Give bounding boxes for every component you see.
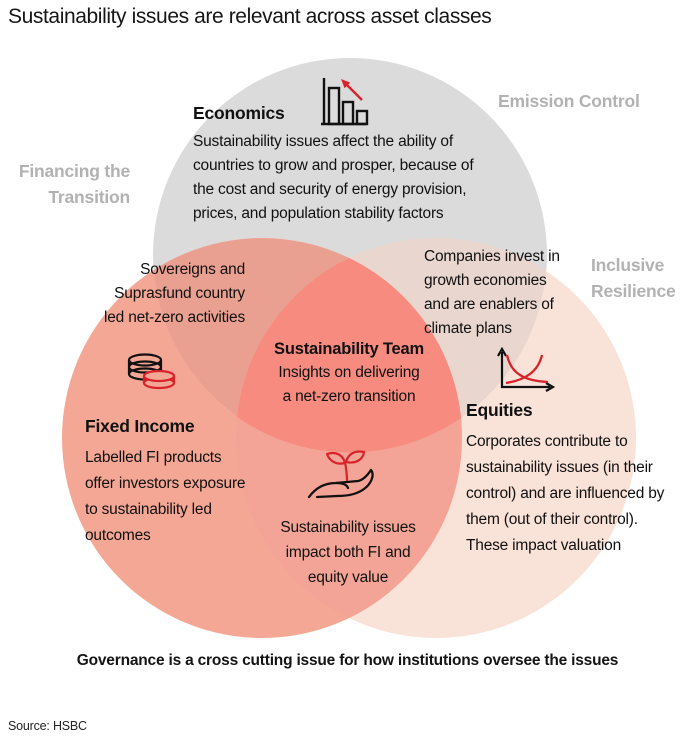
governance-note: Governance is a cross cutting issue for how institutions oversee the issues	[76, 652, 619, 669]
source-attribution: Source: HSBC	[8, 719, 87, 733]
label-line: Inclusive	[591, 255, 665, 275]
text-line: to sustainability led	[85, 501, 212, 518]
text-line: the cost and security of energy provision,	[193, 181, 467, 198]
text-line: and are enablers of	[424, 296, 554, 313]
label-line: Financing the	[18, 161, 130, 181]
stacked-coins-icon	[123, 350, 185, 398]
page-title: Sustainability issues are relevant across asset classes	[8, 5, 492, 28]
text-line: prices, and population stability factors	[193, 205, 444, 222]
text-line: Companies invest in	[424, 248, 560, 265]
label-inclusive-resilience	[591, 252, 676, 304]
label-emission-control: Emission Control	[498, 91, 640, 111]
text-line: control) and are influenced by	[466, 485, 665, 502]
text-line: Sustainability issues	[280, 519, 416, 536]
text-line: Corporates contribute to	[466, 433, 628, 450]
text-line: a net-zero transition	[282, 388, 416, 405]
text-line: Insights on delivering	[278, 364, 420, 381]
overlap-fixed-income-equities-text	[247, 515, 449, 590]
hand-holding-sprout-icon	[303, 450, 383, 508]
text-line: climate plans	[424, 320, 512, 337]
overlap-economics-equities-text	[424, 245, 560, 341]
text-line: impact both FI and	[285, 544, 411, 561]
text-line: Labelled FI products	[85, 449, 222, 466]
sustainability-team-heading: Sustainability Team	[274, 340, 424, 358]
text-line: them (out of their control).	[466, 511, 638, 528]
text-line: outcomes	[85, 527, 151, 544]
text-line: sustainability issues (in their	[466, 459, 653, 476]
label-financing-the-transition	[8, 158, 130, 210]
equities-heading: Equities	[466, 400, 533, 420]
economics-description	[193, 130, 473, 226]
economics-heading: Economics	[193, 103, 285, 123]
overlap-economics-fixed-income-text	[55, 258, 245, 330]
text-line: Suprasfund country	[114, 285, 245, 302]
text-line: These impact valuation	[466, 537, 621, 554]
label-line: Resilience	[591, 281, 676, 301]
label-line: Transition	[48, 187, 130, 207]
fixed-income-heading: Fixed Income	[85, 416, 195, 436]
supply-demand-curves-icon	[493, 346, 559, 396]
text-line: Sovereigns and	[140, 261, 245, 278]
fixed-income-description	[85, 445, 245, 549]
declining-bar-chart-icon	[316, 74, 372, 130]
text-line: countries to grow and prosper, because of	[193, 157, 474, 174]
text-line: led net-zero activities	[104, 309, 245, 326]
text-line: growth economies	[424, 272, 547, 289]
center-sustainability-team-block	[238, 337, 460, 409]
text-line: offer investors exposure	[85, 475, 246, 492]
equities-description	[466, 429, 664, 559]
text-line: Sustainability issues affect the ability of	[193, 133, 453, 150]
text-line: equity value	[307, 569, 389, 586]
